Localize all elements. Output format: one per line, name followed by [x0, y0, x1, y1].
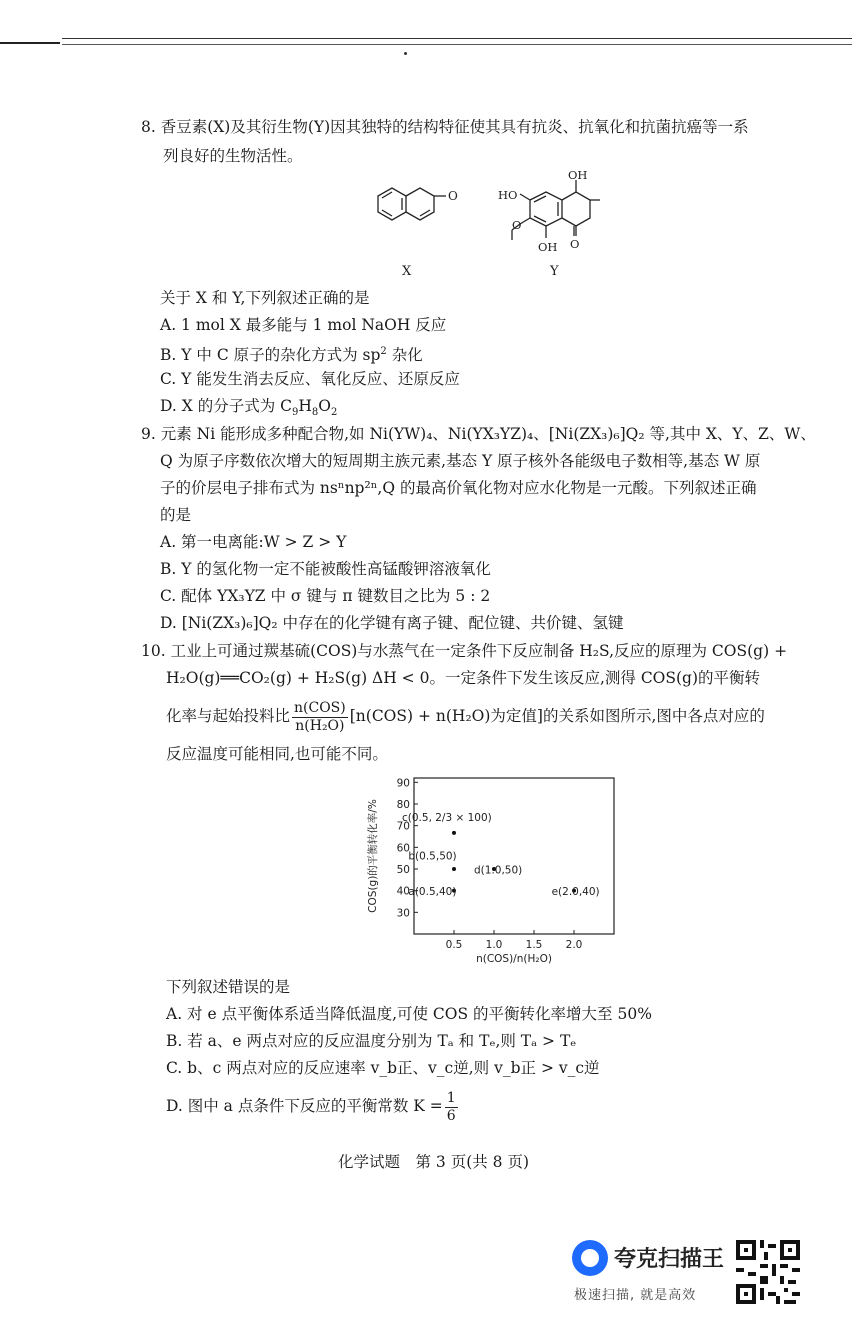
point-label-d: d(1.0,50) — [474, 864, 523, 877]
q10-option-c: C. b、c 两点对应的反应速率 v_b正、v_c逆,则 v_b正 > v_c逆 — [166, 1059, 600, 1077]
q9-option-d: D. [Ni(ZX₃)₆]Q₂ 中存在的化学键有离子键、配位键、共价键、氢键 — [160, 614, 624, 632]
q9-line1: 9. 元素 Ni 能形成多种配合物,如 Ni(YW)₄、Ni(YX₃YZ)₄、[Ni(ZX₃)₆]Q₂ 等,其中 X、Y、Z、W、 — [141, 425, 816, 443]
y-oh-bottom: OH — [538, 240, 558, 254]
point-label-c: c(0.5, 2/3 × 100) — [402, 811, 492, 824]
x-axis — [446, 930, 583, 951]
feed-ratio-fraction: $\frac{\text{n(COS)}}{\text{n(H₂O)}}$ — [294, 699, 346, 734]
y-carbonyl-o: O — [570, 237, 580, 251]
label-x: X — [402, 264, 412, 279]
watermark-title: 夸克扫描王 — [614, 1247, 725, 1272]
derivative-structure-y — [490, 168, 610, 263]
q8-stem: 关于 X 和 Y,下列叙述正确的是 — [160, 289, 370, 307]
point-b — [452, 867, 456, 871]
q8-option-a: A. 1 mol X 最多能与 1 mol NaOH 反应 — [160, 316, 447, 334]
q9-line4: 的是 — [160, 506, 192, 524]
q8-line1: 8. 香豆素(X)及其衍生物(Y)因其独特的结构特征使其具有抗炎、抗氧化和抗菌抗癌等一系 — [141, 118, 749, 136]
point-label-a: a(0.5,40) — [408, 886, 457, 898]
watermark-subtitle: 极速扫描, 就是高效 — [574, 1288, 697, 1303]
q10-line4: 反应温度可能相同,也可能不同。 — [166, 745, 388, 763]
q10-line2: H₂O(g)══CO₂(g) + H₂S(g) ΔH < 0。一定条件下发生该反应,测得 COS(g)的平衡转 — [166, 669, 761, 687]
y-tick-label-1: 40 — [396, 885, 410, 898]
point-label-e: e(2.0,40) — [551, 886, 600, 898]
q9-option-c: C. 配体 YX₃YZ 中 σ 键与 π 键数目之比为 5 : 2 — [160, 587, 491, 605]
q8-option-c: C. Y 能发生消去反应、氧化反应、还原反应 — [160, 370, 460, 388]
y-tick-label-5: 80 — [396, 799, 410, 811]
y-oh-top: OH — [568, 168, 588, 182]
y-tick-label-0: 30 — [396, 907, 410, 920]
x-tick-label-3: 2.0 — [565, 939, 583, 951]
x-tick-label-2: 1.5 — [525, 939, 543, 951]
x-carbonyl-o: O — [448, 189, 458, 203]
y-tick-label-6: 90 — [396, 777, 410, 790]
x-tick-label-1: 1.0 — [485, 939, 503, 951]
y-ho: HO — [498, 188, 518, 202]
q9-option-a: A. 第一电离能:W > Z > Y — [160, 533, 347, 551]
q10-line3: 化率与起始投料比 $\frac{\text{n(COS)}}{\text{n(H₂O)}}$ [n(COS) + n(H₂O)为定值]的关系如图所示,图中各点对应的 — [166, 699, 765, 734]
header-rule-left — [0, 42, 60, 44]
scan-dot — [404, 52, 407, 55]
q10-option-a: A. 对 e 点平衡体系适当降低温度,可使 COS 的平衡转化率增大至 50% — [166, 1005, 652, 1023]
y-methoxy-o: O — [512, 218, 522, 232]
y-tick-label-3: 60 — [396, 842, 410, 855]
coumarin-structure-x — [368, 182, 468, 242]
point-c — [452, 831, 456, 835]
q8-line2: 列良好的生物活性。 — [163, 147, 303, 165]
y-axis-label: COS(g)的平衡转化率/% — [367, 799, 379, 913]
data-points — [402, 812, 600, 898]
q10-option-d: D. 图中 a 点条件下反应的平衡常数 K = $\frac{1}{6}$ — [166, 1089, 456, 1124]
header-rule — [62, 38, 852, 39]
q9-line2: Q 为原子序数依次增大的短周期主族元素,基态 Y 原子核外各能级电子数相等,基态 W 原 — [160, 452, 761, 470]
point-label-b: b(0.5,50) — [408, 850, 457, 863]
q9-line3: 子的价层电子排布式为 nsⁿnp²ⁿ,Q 的最高价氧化物对应水化物是一元酸。下列叙述正确 — [160, 479, 757, 497]
y-tick-label-4: 70 — [396, 820, 410, 833]
conversion-chart — [356, 774, 626, 970]
q10-stem: 下列叙述错误的是 — [166, 978, 291, 996]
y-axis — [397, 777, 418, 919]
q8-option-b: B. Y 中 C 原子的杂化方式为 $sp^2$ 杂化 — [160, 346, 423, 365]
x-axis-label: n(COS)/n(H₂O) — [476, 953, 552, 965]
page-footer: 化学试题 第 3 页(共 8 页) — [337, 1153, 530, 1171]
q9-option-b: B. Y 的氢化物一定不能被酸性高锰酸钾溶液氧化 — [160, 560, 491, 578]
y-tick-label-2: 50 — [396, 864, 410, 876]
q8-option-d: D. X 的分子式为 $C_9H_8O_2$ — [160, 397, 338, 419]
scanner-logo-icon — [572, 1240, 608, 1276]
label-y: Y — [550, 264, 559, 279]
q10-option-b: B. 若 a、e 两点对应的反应温度分别为 Tₐ 和 Tₑ,则 Tₐ > Tₑ — [166, 1032, 577, 1050]
qr-code-icon — [736, 1240, 800, 1304]
header-rule-thin — [62, 44, 852, 45]
x-tick-label-0: 0.5 — [445, 939, 463, 951]
k-fraction: $\frac{1}{6}$ — [446, 1089, 456, 1124]
q10-line1: 10. 工业上可通过羰基硫(COS)与水蒸气在一定条件下反应制备 H₂S,反应的原理为 COS(g) + — [141, 642, 788, 660]
